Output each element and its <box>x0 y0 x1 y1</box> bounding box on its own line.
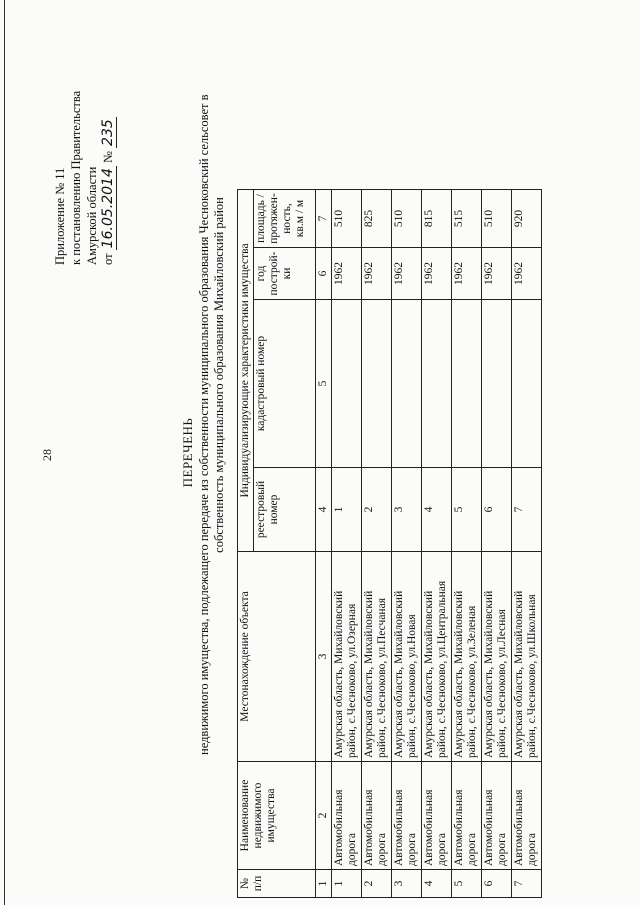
col-number: 6 <box>316 248 332 300</box>
cell-area: 510 <box>482 190 512 248</box>
cell-cadastral <box>422 300 452 468</box>
table-row <box>452 190 482 898</box>
col-number: 3 <box>316 552 332 762</box>
location-line2: район, с.Чесноково, ул.Зеленая <box>466 605 478 758</box>
cell-cadastral <box>392 300 422 468</box>
cell-loc <box>392 552 422 762</box>
appendix-line3: Амурской области <box>85 166 99 265</box>
cell-year: 1962 <box>452 248 482 300</box>
cell-registry: 1 <box>332 468 362 552</box>
cell-num: 5 <box>452 870 482 898</box>
cell-area: 920 <box>512 190 542 248</box>
cell-loc <box>512 552 542 762</box>
cell-registry: 7 <box>512 468 542 552</box>
cell-name: Автомобильная дорога <box>362 762 392 870</box>
cell-cadastral <box>332 300 362 468</box>
table-row <box>482 190 512 898</box>
location-line1: Амурская область, Михайловский <box>483 590 495 758</box>
cell-num: 3 <box>392 870 422 898</box>
header-year: год построй-ки <box>254 248 316 300</box>
header-group: Индивидуализирующие характеристики имущества <box>238 190 254 552</box>
cell-registry: 5 <box>452 468 482 552</box>
cell-loc <box>422 552 452 762</box>
table-header-row <box>238 190 254 898</box>
cell-name: Автомобильная дорога <box>332 762 362 870</box>
cell-loc <box>362 552 392 762</box>
cell-area: 510 <box>392 190 422 248</box>
cell-area: 510 <box>332 190 362 248</box>
appendix-block <box>52 25 116 265</box>
document-subtitle-line1: недвижимого имущества, подлежащего передаче из собственности муниципального образования Чесноковский сельсовет в <box>197 94 211 755</box>
location-line1: Амурская область, Михайловский <box>363 590 375 758</box>
number-handwritten: 235 <box>100 119 116 146</box>
col-number: 5 <box>316 300 332 468</box>
appendix-line1: Приложение № 11 <box>53 167 67 265</box>
cell-year: 1962 <box>512 248 542 300</box>
header-registry: реестровый номер <box>254 468 316 552</box>
cell-name: Автомобильная дорога <box>422 762 452 870</box>
cell-cadastral <box>482 300 512 468</box>
cell-area: 815 <box>422 190 452 248</box>
cell-name: Автомобильная дорога <box>482 762 512 870</box>
document-heading: ПЕРЕЧЕНЬ <box>180 417 195 488</box>
table-row <box>422 190 452 898</box>
header-name: Наименование недвижимого имущества <box>238 762 316 870</box>
location-line2: район, с.Чесноково, ул.Лесная <box>496 609 508 758</box>
date-handwritten: 16.05.2014 <box>100 168 116 249</box>
table-row <box>332 190 362 898</box>
cell-loc <box>482 552 512 762</box>
page-number: 28 <box>40 449 54 461</box>
location-line1: Амурская область, Михайловский <box>333 590 345 758</box>
cell-name: Автомобильная дорога <box>512 762 542 870</box>
cell-registry: 2 <box>362 468 392 552</box>
location-line1: Амурская область, Михайловский <box>513 590 525 758</box>
cell-year: 1962 <box>422 248 452 300</box>
number-prefix: № <box>101 151 115 164</box>
cell-loc <box>332 552 362 762</box>
location-line2: район, с.Чесноково, ул.Озерная <box>346 603 358 758</box>
table-row <box>512 190 542 898</box>
location-line2: район, с.Чесноково, ул.Школьная <box>526 594 538 758</box>
location-line2: район, с.Чесноково, ул.Центральная <box>436 580 448 758</box>
cell-num: 2 <box>362 870 392 898</box>
location-line1: Амурская область, Михайловский <box>393 590 405 758</box>
col-number: 7 <box>316 190 332 248</box>
cell-num: 4 <box>422 870 452 898</box>
cell-registry: 6 <box>482 468 512 552</box>
cell-cadastral <box>362 300 392 468</box>
cell-name: Автомобильная дорога <box>452 762 482 870</box>
location-line2: район, с.Чесноково, ул.Песчаная <box>376 598 388 758</box>
header-cadastral: кадастровый номер <box>254 300 316 468</box>
table-row <box>392 190 422 898</box>
col-number: 2 <box>316 762 332 870</box>
document-subtitle-line2: собственность муниципального образования Михайловский район <box>212 197 226 553</box>
cell-cadastral <box>452 300 482 468</box>
property-table <box>237 189 542 898</box>
cell-cadastral <box>512 300 542 468</box>
cell-num: 6 <box>482 870 512 898</box>
date-prefix: от <box>101 253 115 265</box>
column-number-row <box>316 190 332 898</box>
cell-num: 1 <box>332 870 362 898</box>
cell-year: 1962 <box>392 248 422 300</box>
cell-year: 1962 <box>362 248 392 300</box>
cell-num: 7 <box>512 870 542 898</box>
cell-name: Автомобильная дорога <box>392 762 422 870</box>
cell-year: 1962 <box>482 248 512 300</box>
cell-area: 825 <box>362 190 392 248</box>
cell-registry: 4 <box>422 468 452 552</box>
header-location: Местонахождение объекта <box>238 552 316 762</box>
col-number: 4 <box>316 468 332 552</box>
location-line2: район, с.Чесноково, ул.Новая <box>406 614 418 758</box>
cell-year: 1962 <box>332 248 362 300</box>
cell-loc <box>452 552 482 762</box>
header-num: № п/п <box>238 870 316 898</box>
cell-area: 515 <box>452 190 482 248</box>
col-number: 1 <box>316 870 332 898</box>
location-line1: Амурская область, Михайловский <box>453 590 465 758</box>
table-body <box>332 190 542 898</box>
location-line1: Амурская область, Михайловский <box>423 590 435 758</box>
header-area: площадь / протяжен-ность, кв.м / м <box>254 190 316 248</box>
cell-registry: 3 <box>392 468 422 552</box>
table-row <box>362 190 392 898</box>
appendix-date-line <box>100 25 116 265</box>
appendix-line2: к постановлению Правительства <box>69 90 83 265</box>
